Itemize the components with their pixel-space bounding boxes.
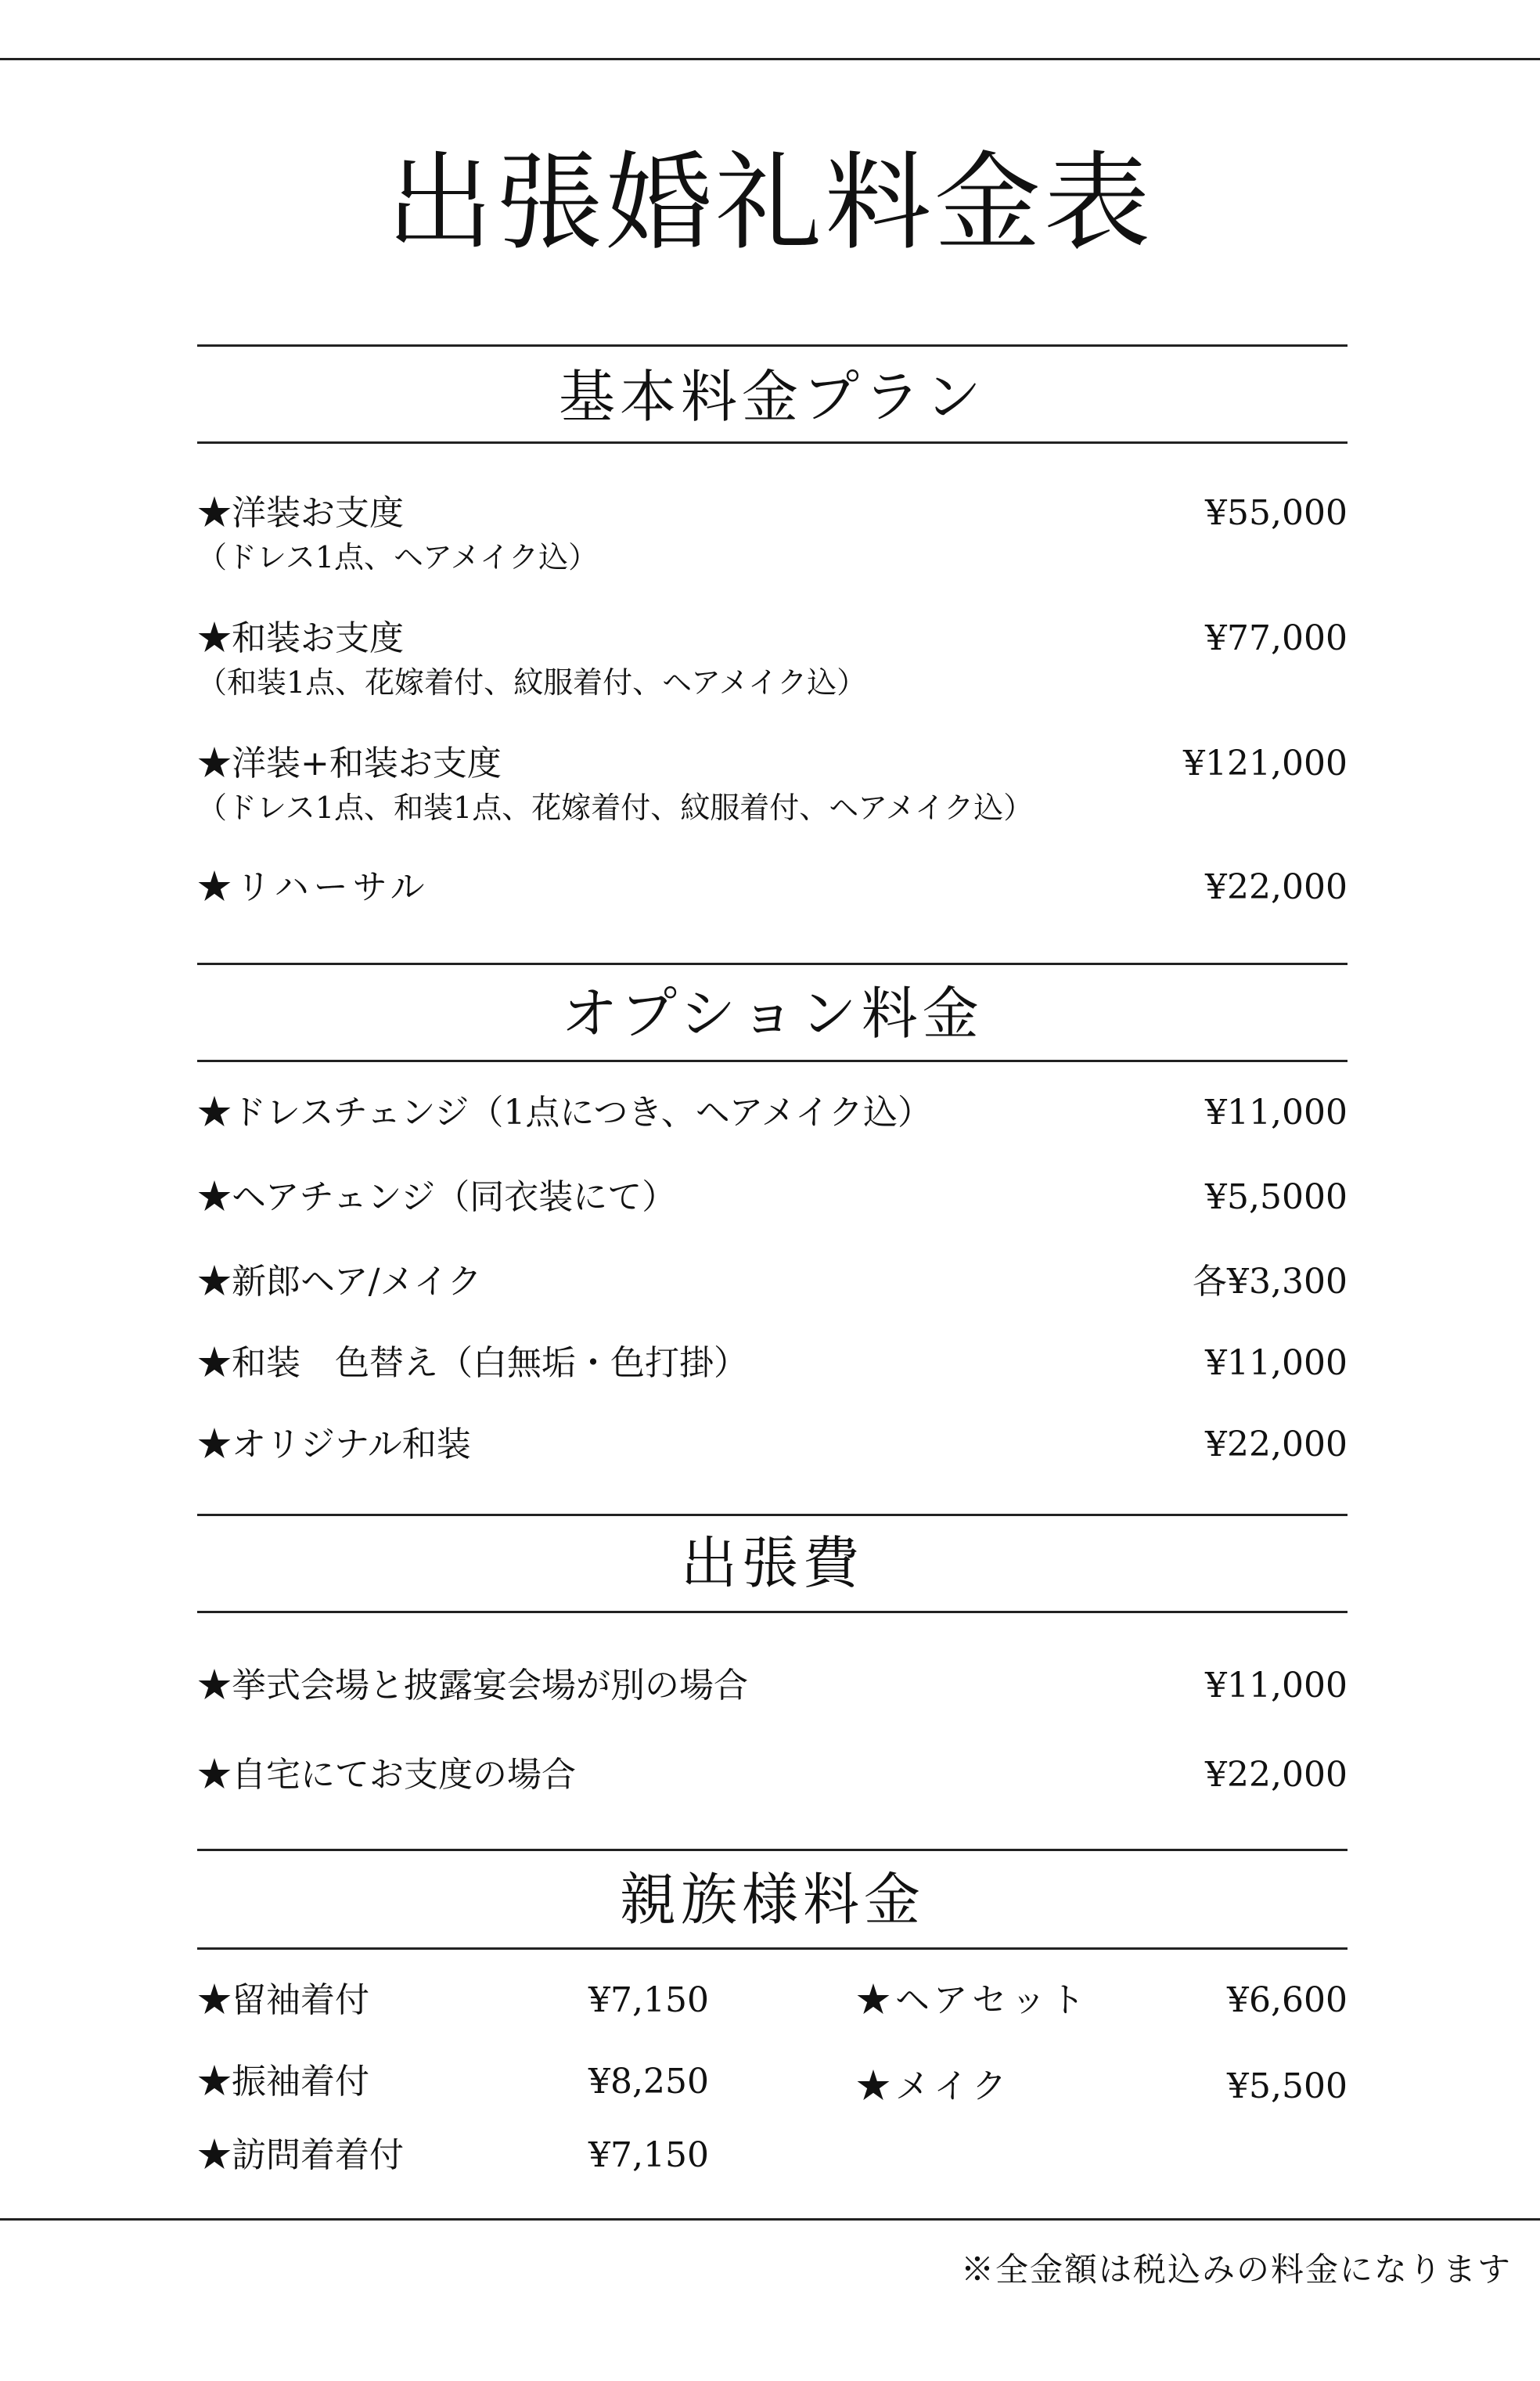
item-label: ★オリジナル和装 bbox=[197, 1425, 471, 1464]
price-row-combined-prep bbox=[197, 740, 1348, 787]
family-item-price: ¥8,250 bbox=[588, 2062, 709, 2102]
top-border bbox=[0, 58, 1540, 60]
section-title-family: 親族様料金 bbox=[619, 1867, 925, 1933]
price-row-hair-change bbox=[197, 1174, 1348, 1221]
section-divider bbox=[197, 1514, 1348, 1516]
item-label: ★洋装+和装お支度 bbox=[197, 744, 502, 783]
family-item-label: ★振袖着付 bbox=[197, 2062, 369, 2102]
item-price: ¥77,000 bbox=[1205, 618, 1348, 658]
price-row-japanese-prep bbox=[197, 615, 1348, 662]
item-price: ¥55,000 bbox=[1205, 493, 1348, 533]
item-price: ¥11,000 bbox=[1205, 1093, 1348, 1133]
tax-footnote: ※全金額は税込みの料金になります bbox=[960, 2250, 1512, 2289]
item-note: （ドレス1点、和装1点、花嫁着付、紋服着付、ヘアメイク込） bbox=[197, 791, 1034, 825]
price-row-rehearsal bbox=[197, 864, 1348, 911]
section-divider bbox=[197, 1849, 1348, 1851]
price-row-home-prep bbox=[197, 1752, 1348, 1799]
price-row-western-prep bbox=[197, 490, 1348, 537]
item-label: ★新郎ヘア/メイク bbox=[197, 1262, 482, 1302]
item-price: ¥5,5000 bbox=[1205, 1177, 1348, 1217]
item-label: ★挙式会場と披露宴会場が別の場合 bbox=[197, 1666, 748, 1706]
item-price: 各¥3,300 bbox=[1193, 1262, 1348, 1302]
section-title-travel: 出張費 bbox=[680, 1530, 864, 1596]
section-title-option: オプション料金 bbox=[561, 981, 984, 1046]
family-item-label: ★訪問着着付 bbox=[197, 2135, 404, 2175]
family-item-price: ¥7,150 bbox=[588, 1980, 709, 2020]
family-item-price: ¥6,600 bbox=[1227, 1980, 1348, 2020]
item-price: ¥22,000 bbox=[1205, 867, 1348, 907]
item-note: （和装1点、花嫁着付、紋服着付、ヘアメイク込） bbox=[197, 665, 867, 700]
item-price: ¥11,000 bbox=[1205, 1343, 1348, 1383]
section-title-basic: 基本料金プラン bbox=[558, 364, 986, 430]
section-divider bbox=[197, 1611, 1348, 1613]
item-price: ¥22,000 bbox=[1205, 1425, 1348, 1464]
page-title: 出張婚礼料金表 bbox=[387, 142, 1153, 265]
family-item-price: ¥7,150 bbox=[588, 2135, 709, 2175]
section-divider bbox=[197, 344, 1348, 347]
family-item-label: ★留袖着付 bbox=[197, 1980, 369, 2020]
item-label: ★和装お支度 bbox=[197, 618, 404, 658]
price-row-separate-venues bbox=[197, 1662, 1348, 1709]
section-divider bbox=[197, 963, 1348, 965]
price-row-color-change bbox=[197, 1340, 1348, 1387]
item-label: ★洋装お支度 bbox=[197, 493, 404, 533]
family-item-label: ★メイク bbox=[856, 2066, 1012, 2106]
section-divider bbox=[197, 441, 1348, 444]
family-item-price: ¥5,500 bbox=[1227, 2066, 1348, 2106]
item-label: ★ドレスチェンジ（1点につき、ヘアメイク込） bbox=[197, 1093, 933, 1133]
bottom-border bbox=[0, 2218, 1540, 2221]
item-price: ¥22,000 bbox=[1205, 1755, 1348, 1795]
item-label: ★自宅にてお支度の場合 bbox=[197, 1755, 576, 1795]
item-label: ★ヘアチェンジ（同衣装にて） bbox=[197, 1177, 677, 1217]
section-divider bbox=[197, 1060, 1348, 1062]
family-item-label: ★ヘアセット bbox=[856, 1980, 1090, 2020]
item-label: ★リハーサル bbox=[197, 867, 430, 907]
item-note: （ドレス1点、ヘアメイク込） bbox=[197, 540, 599, 575]
price-row-groom-hair-makeup bbox=[197, 1259, 1348, 1306]
item-price: ¥121,000 bbox=[1183, 744, 1348, 783]
item-price: ¥11,000 bbox=[1205, 1666, 1348, 1706]
item-label: ★和装 色替え（白無垢・色打掛） bbox=[197, 1343, 748, 1383]
section-divider bbox=[197, 1947, 1348, 1950]
price-row-original-kimono bbox=[197, 1421, 1348, 1468]
price-row-dress-change bbox=[197, 1090, 1348, 1136]
